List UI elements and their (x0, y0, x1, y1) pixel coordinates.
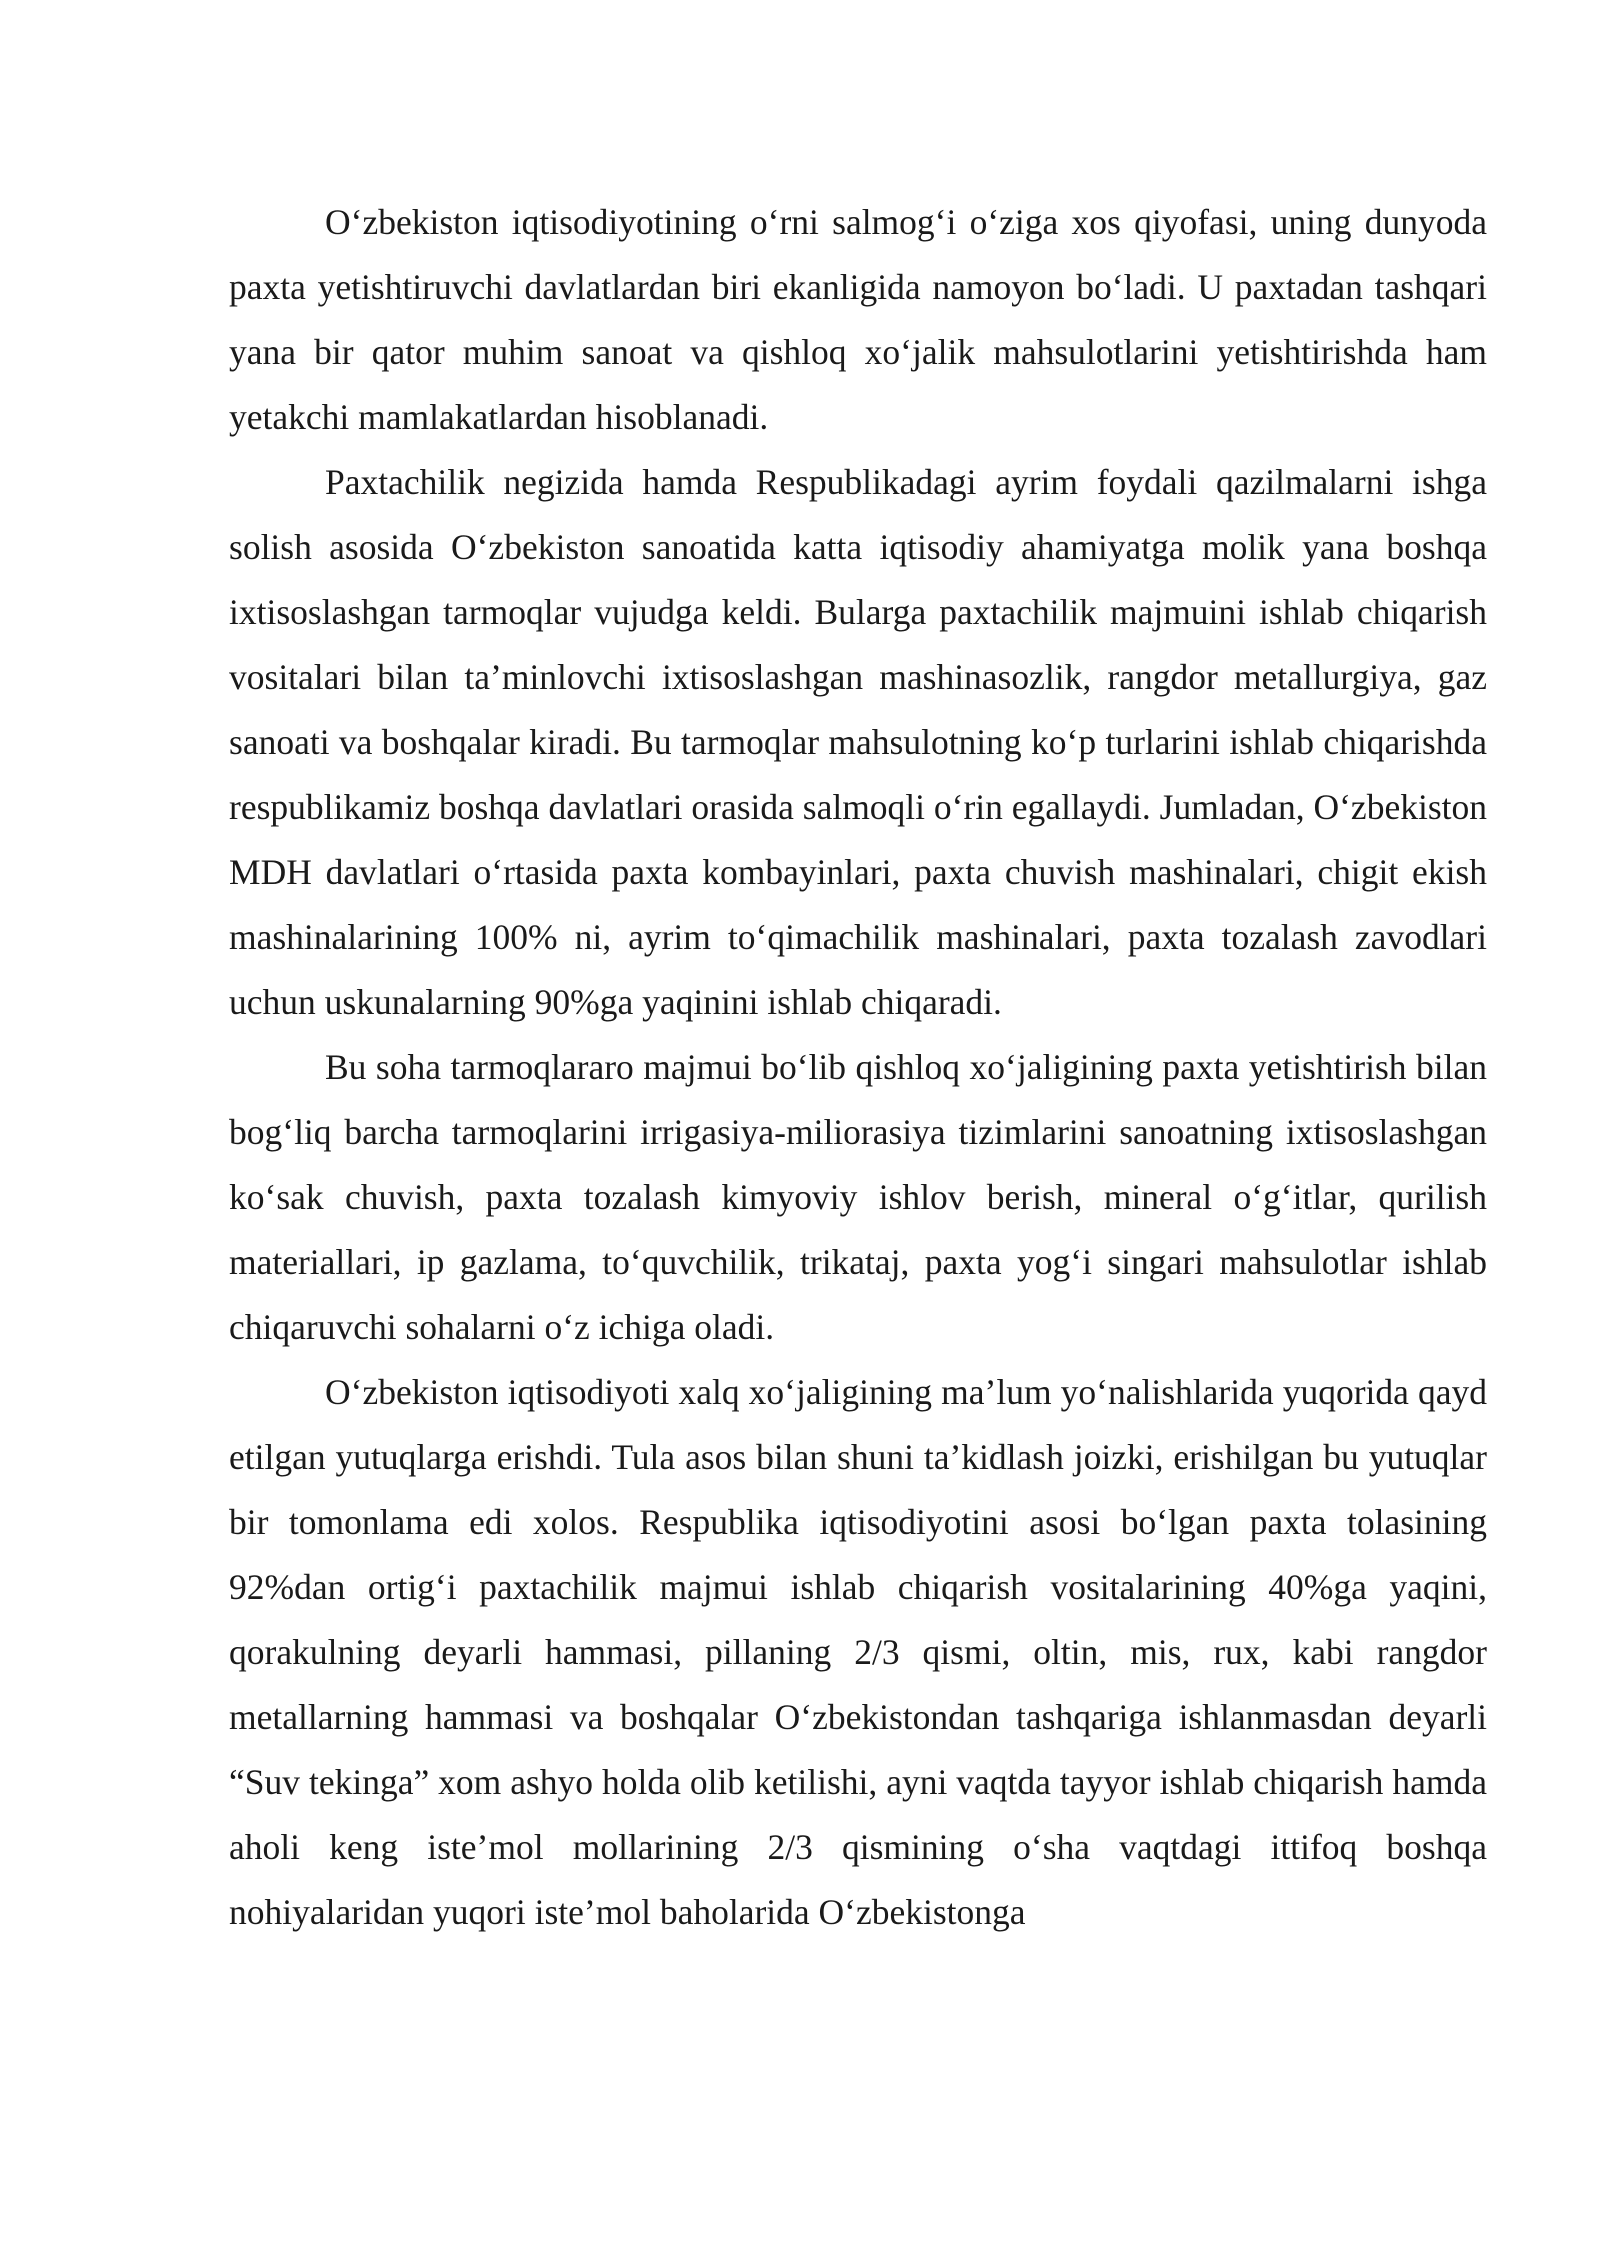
paragraph-1: O‘zbekiston iqtisodiyotining o‘rni salmog‘i o‘ziga xos qiyofasi, uning dunyoda paxta yetishtiruvchi davlatlardan biri ekanligida namoyon bo‘ladi. U paxtadan tashqari yana bir qator muhim sanoat va qishloq xo‘jalik mahsulotlarini yetishtirishda ham yetakchi mamlakatlardan hisoblanadi. (229, 202, 1487, 437)
paragraph-3: Bu soha tarmoqlararo majmui bo‘lib qishloq xo‘jaligining paxta yetishtirish bilan bog‘liq barcha tarmoqlarini irrigasiya-miliorasiya tizimlarini sanoatning ixtisoslashgan ko‘sak chuvish, paxta tozalash kimyoviy ishlov berish, mineral o‘g‘itlar, qurilish materiallari, ip gazlama, to‘quvchilik, trikataj, paxta yog‘i singari mahsulotlar ishlab chiqaruvchi sohalarni o‘z ichiga oladi. (229, 1047, 1487, 1347)
paragraph-4: O‘zbekiston iqtisodiyoti xalq xo‘jaligining ma’lum yo‘nalishlarida yuqorida qayd etilgan yutuqlarga erishdi. Tula asos bilan shuni ta’kidlash joizki, erishilgan bu yutuqlar bir tomonlama edi xolos. Respublika iqtisodiyotini asosi bo‘lgan paxta tolasining 92%dan ortig‘i paxtachilik majmui ishlab chiqarish vositalarining 40%ga yaqini, qorakulning deyarli hammasi, pillaning 2/3 qismi, oltin, mis, rux, kabi rangdor metallarning hammasi va boshqalar O‘zbekistondan tashqariga ishlanmasdan deyarli “Suv tekinga” xom ashyo holda olib ketilishi, ayni vaqtda tayyor ishlab chiqarish hamda aholi keng iste’mol mollarining 2/3 qismining o‘sha vaqtdagi ittifoq boshqa nohiyalaridan yuqori iste’mol baholarida O‘zbekistonga (229, 1372, 1487, 1932)
document-page (229, 190, 1487, 1945)
paragraph-2: Paxtachilik negizida hamda Respublikadagi ayrim foydali qazilmalarni ishga solish asosida O‘zbekiston sanoatida katta iqtisodiy ahamiyatga molik yana boshqa ixtisoslashgan tarmoqlar vujudga keldi. Bularga paxtachilik majmuini ishlab chiqarish vositalari bilan ta’minlovchi ixtisoslashgan mashinasozlik, rangdor metallurgiya, gaz sanoati va boshqalar kiradi. Bu tarmoqlar mahsulotning ko‘p turlarini ishlab chiqarishda respublikamiz boshqa davlatlari orasida salmoqli o‘rin egallaydi. Jumladan, O‘zbekiston MDH davlatlari o‘rtasida paxta kombayinlari, paxta chuvish mashinalari, chigit ekish mashinalarining 100% ni, ayrim to‘qimachilik mashinalari, paxta tozalash zavodlari uchun uskunalarning 90%ga yaqinini ishlab chiqaradi. (229, 462, 1487, 1022)
